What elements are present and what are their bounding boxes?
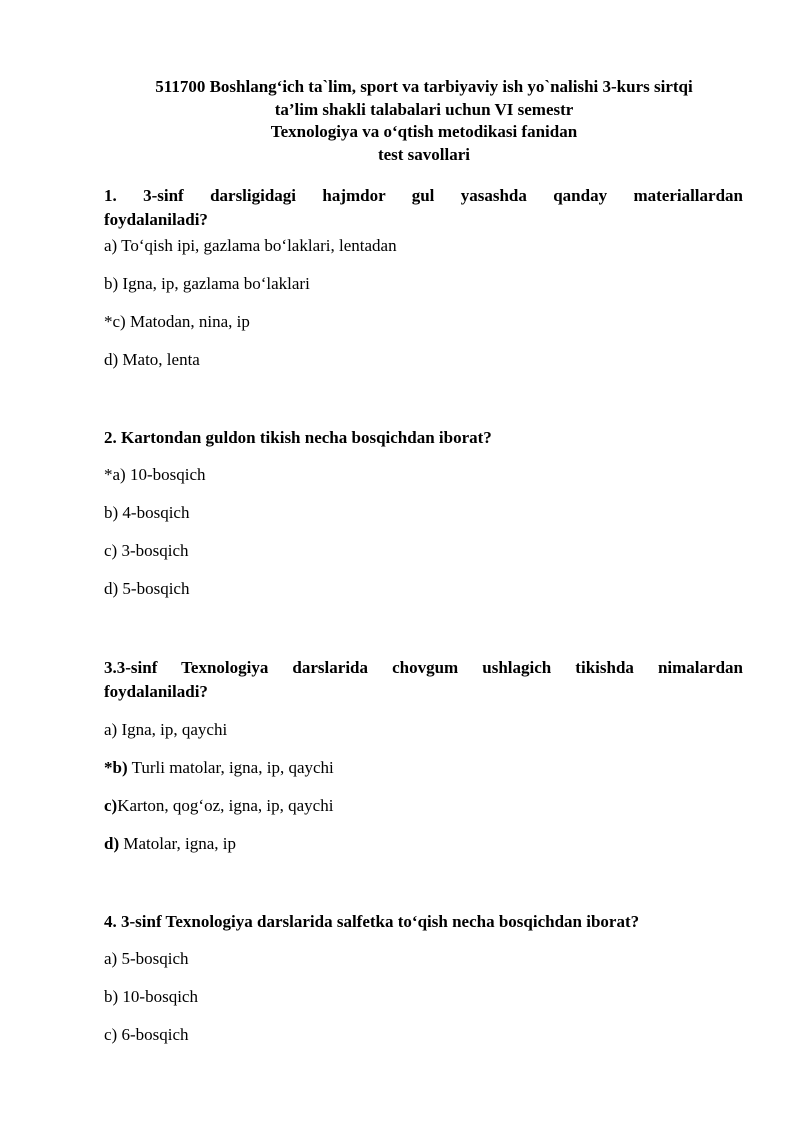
question-1-option-d: d) Mato, lenta <box>104 350 200 369</box>
question-1-option-b: b) Igna, ip, gazlama bo‘laklari <box>104 274 310 293</box>
question-1-option-c: *c) Matodan, nina, ip <box>104 312 250 331</box>
question-1 <box>104 184 743 232</box>
question-3-option-c-prefix: c) <box>104 796 118 815</box>
header-line-semester: ta’lim shakli talabalari uchun VI semestr <box>274 99 574 119</box>
question-2-option-c: c) 3-bosqich <box>104 541 189 560</box>
question-1-option-a: a) To‘qish ipi, gazlama bo‘laklari, lentadan <box>104 236 397 255</box>
question-3-option-d-text: Matolar, igna, ip <box>119 834 236 853</box>
question-1-text-line2: foydalaniladi? <box>104 210 208 229</box>
header-line-program: 511700 Boshlang‘ich ta`lim, sport va tarbiyaviy ish yo`nalishi 3-kurs sirtqi <box>155 77 693 96</box>
question-1-text-line1: 1. 3-sinf darsligidagi hajmdor gul yasashda qanday materiallardan <box>104 186 743 205</box>
question-3-text-line1: 3.3-sinf Texnologiya darslarida chovgum ushlagich tikishda nimalardan <box>104 658 743 677</box>
question-2-option-d: d) 5-bosqich <box>104 579 190 598</box>
question-4-option-b: b) 10-bosqich <box>104 987 198 1006</box>
question-4-option-c: c) 6-bosqich <box>104 1025 189 1044</box>
question-2-text: 2. Kartondan guldon tikish necha bosqichdan iborat? <box>104 428 492 447</box>
header-line-title: test savollari <box>377 144 471 164</box>
document-header <box>104 76 744 166</box>
question-3-option-d <box>104 833 236 855</box>
question-4 <box>104 910 743 934</box>
question-3 <box>104 656 743 704</box>
question-2 <box>104 426 743 450</box>
question-4-option-a: a) 5-bosqich <box>104 949 189 968</box>
question-3-option-b-text: Turli matolar, igna, ip, qaychi <box>127 758 334 777</box>
question-2-option-b: b) 4-bosqich <box>104 503 190 522</box>
question-3-option-c <box>104 795 333 817</box>
question-2-option-a: *a) 10-bosqich <box>104 465 206 484</box>
question-3-option-c-text: Karton, qog‘oz, igna, ip, qaychi <box>117 796 334 815</box>
question-3-option-a: a) Igna, ip, qaychi <box>104 720 228 739</box>
question-3-option-d-prefix: d) <box>104 834 120 853</box>
question-4-text: 4. 3-sinf Texnologiya darslarida salfetka to‘qish necha bosqichdan iborat? <box>104 912 640 931</box>
question-3-option-b-prefix: *b) <box>104 758 128 777</box>
question-3-option-b <box>104 757 334 779</box>
header-line-subject: Texnologiya va o‘qtish metodikasi fanidan <box>270 122 578 141</box>
question-3-text-line2: foydalaniladi? <box>104 682 208 701</box>
